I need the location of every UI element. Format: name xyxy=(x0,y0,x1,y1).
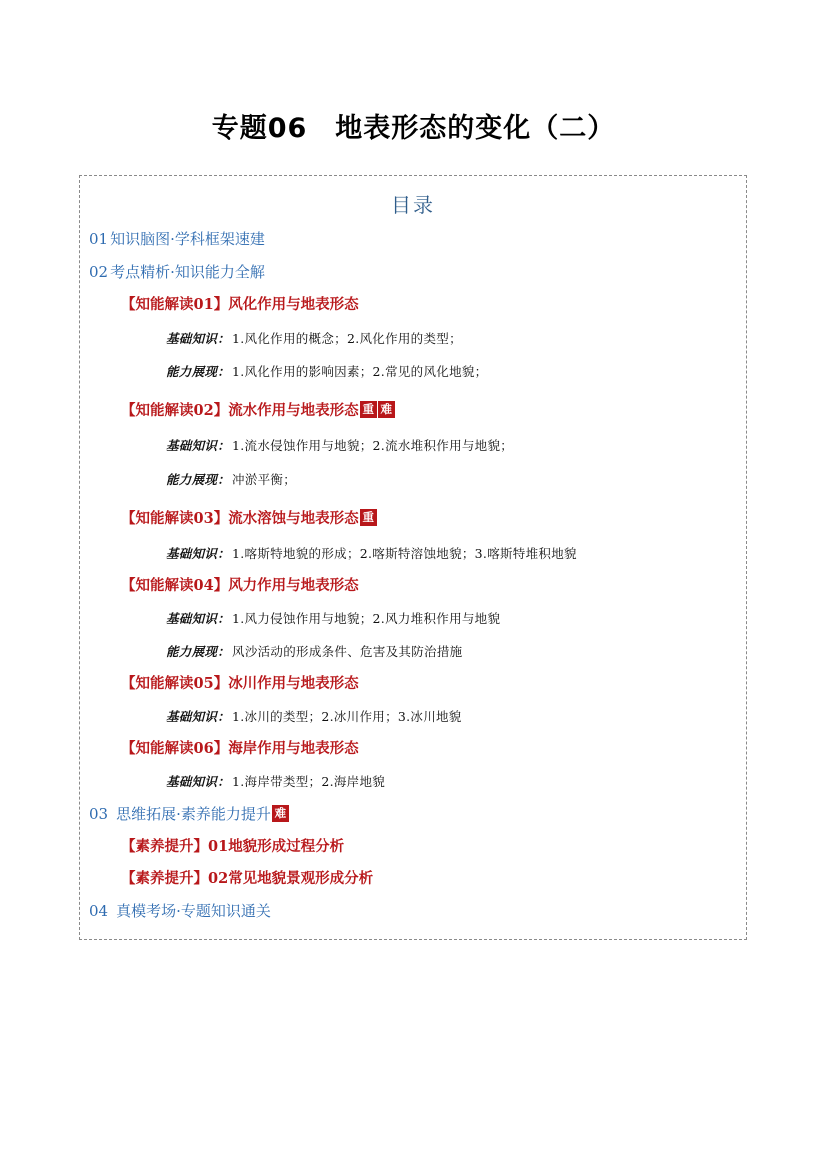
toc-knowledge-01-ability xyxy=(166,361,487,383)
toc-literacy-01[interactable] xyxy=(121,836,344,858)
toc-section-03[interactable] xyxy=(89,803,289,825)
toc-literacy-02[interactable] xyxy=(121,868,373,890)
basic-text: 1.流水侵蚀作用与地貌；2.流水堆积作用与地貌； xyxy=(232,438,514,453)
bracket-close: 】 xyxy=(213,740,229,757)
section-number: 04 xyxy=(89,902,109,920)
basic-text: 1.冰川的类型；2.冰川作用；3.冰川地貌 xyxy=(232,709,462,724)
basic-text: 1.喀斯特地貌的形成；2.喀斯特溶蚀地貌；3.喀斯特堆积地貌 xyxy=(232,546,577,561)
item-number: 04 xyxy=(193,577,214,594)
section-label: 考点精析·知识能力全解 xyxy=(110,263,265,281)
item-number: 06 xyxy=(193,740,214,757)
difficulty-badge: 难 xyxy=(378,401,395,418)
section-number: 03 xyxy=(89,805,109,823)
toc-knowledge-01[interactable] xyxy=(121,294,359,316)
item-title: 风化作用与地表形态 xyxy=(228,296,359,313)
toc-section-01[interactable] xyxy=(89,228,265,250)
toc-section-02[interactable] xyxy=(89,261,265,283)
item-title: 冰川作用与地表形态 xyxy=(228,675,359,692)
toc-knowledge-04[interactable] xyxy=(121,575,359,597)
ability-text: 1.风化作用的影响因素；2.常见的风化地貌； xyxy=(232,364,488,379)
ability-label: 能力展现： xyxy=(166,644,231,659)
toc-knowledge-01-basic xyxy=(166,328,462,350)
bracket-open: 【知能解读 xyxy=(121,740,194,757)
bracket-open: 【知能解读 xyxy=(121,510,194,527)
section-number: 01 xyxy=(89,230,109,248)
toc-knowledge-05[interactable] xyxy=(121,673,359,695)
toc-knowledge-02[interactable] xyxy=(121,400,395,422)
ability-label: 能力展现： xyxy=(166,364,231,379)
toc-knowledge-02-ability xyxy=(166,469,296,491)
basic-label: 基础知识： xyxy=(166,546,231,561)
bracket-open: 【知能解读 xyxy=(121,296,194,313)
basic-text: 1.海岸带类型；2.海岸地貌 xyxy=(232,774,386,789)
item-title: 地貌形成过程分析 xyxy=(228,838,345,855)
toc-knowledge-06[interactable] xyxy=(121,738,359,760)
bracket-close: 】 xyxy=(213,510,229,527)
difficulty-badge: 难 xyxy=(272,805,289,822)
item-title: 流水作用与地表形态 xyxy=(228,402,359,419)
section-number: 02 xyxy=(89,263,109,281)
key-point-badge: 重 xyxy=(360,509,377,526)
bracket-open: 【知能解读 xyxy=(121,402,194,419)
basic-label: 基础知识： xyxy=(166,331,231,346)
bracket-label: 【素养提升】 xyxy=(121,838,208,855)
bracket-open: 【知能解读 xyxy=(121,675,194,692)
bracket-close: 】 xyxy=(213,402,229,419)
ability-text: 风沙活动的形成条件、危害及其防治措施 xyxy=(232,644,463,659)
key-point-badge: 重 xyxy=(360,401,377,418)
basic-text: 1.风力侵蚀作用与地貌；2.风力堆积作用与地貌 xyxy=(232,611,501,626)
item-number: 03 xyxy=(193,510,214,527)
item-number: 01 xyxy=(208,838,229,855)
toc-knowledge-04-basic xyxy=(166,608,500,630)
ability-label: 能力展现： xyxy=(166,472,231,487)
bracket-close: 】 xyxy=(213,296,229,313)
bracket-open: 【知能解读 xyxy=(121,577,194,594)
item-title: 海岸作用与地表形态 xyxy=(228,740,359,757)
basic-label: 基础知识： xyxy=(166,611,231,626)
bracket-close: 】 xyxy=(213,577,229,594)
bracket-label: 【素养提升】 xyxy=(121,870,208,887)
section-label: 知识脑图·学科框架速建 xyxy=(110,230,265,248)
toc-knowledge-03[interactable] xyxy=(121,508,377,530)
table-of-contents xyxy=(79,175,747,940)
toc-knowledge-02-basic xyxy=(166,435,513,457)
toc-knowledge-06-basic xyxy=(166,771,385,793)
toc-knowledge-05-basic xyxy=(166,706,462,728)
toc-knowledge-04-ability xyxy=(166,641,462,663)
basic-label: 基础知识： xyxy=(166,709,231,724)
toc-knowledge-03-basic xyxy=(166,543,577,565)
item-number: 02 xyxy=(208,870,229,887)
basic-label: 基础知识： xyxy=(166,774,231,789)
item-number: 01 xyxy=(193,296,214,313)
section-label: 真模考场·专题知识通关 xyxy=(116,902,271,920)
ability-text: 冲淤平衡； xyxy=(232,472,297,487)
toc-heading: 目录 xyxy=(391,193,435,217)
basic-label: 基础知识： xyxy=(166,438,231,453)
bracket-close: 】 xyxy=(213,675,229,692)
item-title: 常见地貌景观形成分析 xyxy=(228,870,374,887)
item-title: 流水溶蚀与地表形态 xyxy=(228,510,359,527)
item-number: 05 xyxy=(193,675,214,692)
basic-text: 1.风化作用的概念；2.风化作用的类型； xyxy=(232,331,462,346)
item-title: 风力作用与地表形态 xyxy=(228,577,359,594)
toc-section-04[interactable] xyxy=(89,900,271,922)
section-label: 思维拓展·素养能力提升 xyxy=(116,805,271,823)
page-title: 专题06 地表形态的变化（二） xyxy=(211,113,616,144)
item-number: 02 xyxy=(193,402,214,419)
